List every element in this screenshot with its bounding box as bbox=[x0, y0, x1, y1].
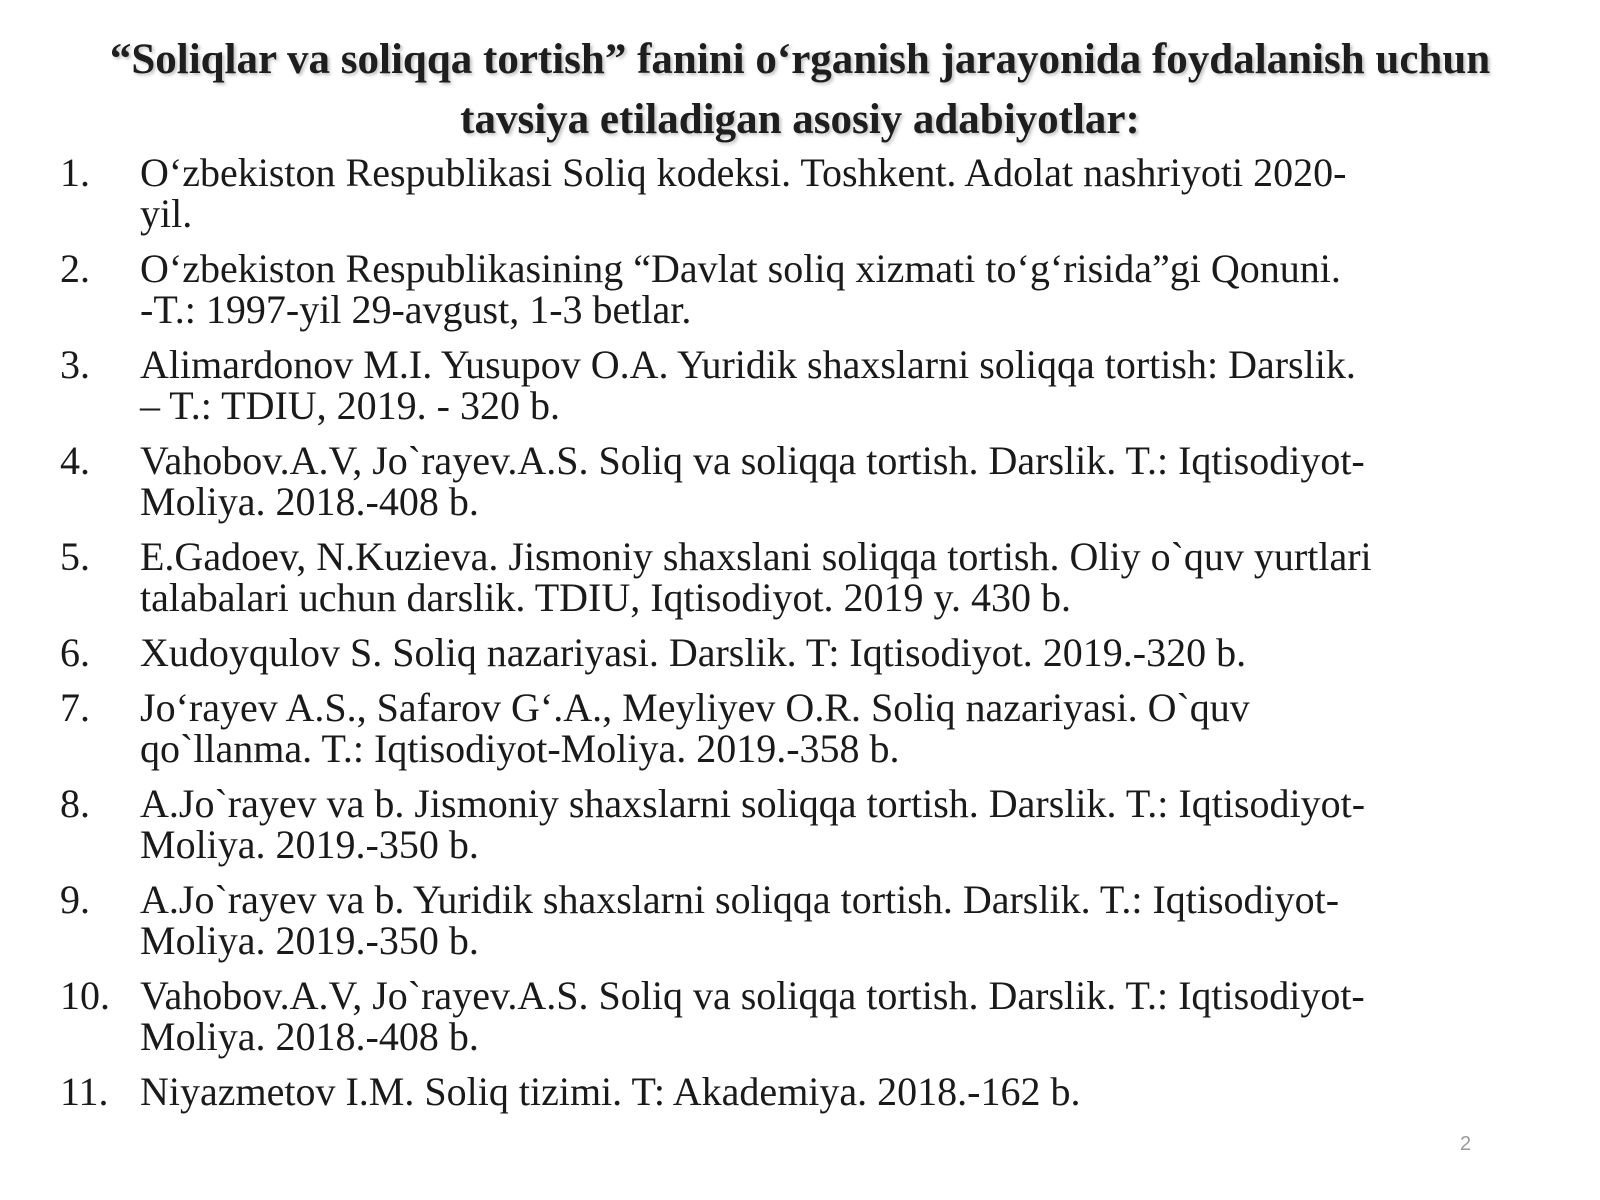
reference-line: Moliya. 2018.-408 b. bbox=[140, 1014, 479, 1059]
reference-line: Moliya. 2018.-408 b. bbox=[140, 479, 479, 524]
reference-number: 5. bbox=[60, 534, 90, 579]
reference-number: 10. bbox=[60, 973, 110, 1018]
reference-line: O‘zbekiston Respublikasining “Davlat soliq xizmati to‘g‘risida”gi Qonuni. bbox=[140, 246, 1341, 291]
reference-line: Moliya. 2019.-350 b. bbox=[140, 918, 479, 963]
reference-item-5 bbox=[60, 536, 1560, 618]
reference-number: 8. bbox=[60, 781, 90, 826]
reference-line: -T.: 1997-yil 29-avgust, 1-3 betlar. bbox=[140, 287, 692, 332]
reference-item-9 bbox=[60, 879, 1560, 961]
reference-line: Niyazmetov I.M. Soliq tizimi. T: Akademiya. 2018.-162 b. bbox=[140, 1069, 1081, 1114]
page-number: 2 bbox=[1460, 1133, 1472, 1155]
reference-item-1 bbox=[60, 152, 1560, 234]
reference-item-7 bbox=[60, 687, 1560, 769]
reference-item-8 bbox=[60, 783, 1560, 865]
reference-list bbox=[60, 152, 1560, 1126]
reference-line: qo`llanma. T.: Iqtisodiyot-Moliya. 2019.-358 b. bbox=[140, 726, 900, 771]
reference-text bbox=[140, 632, 1560, 673]
reference-line: Vahobov.A.V, Jo`rayev.A.S. Soliq va soliqqa tortish. Darslik. T.: Iqtisodiyot- bbox=[140, 438, 1365, 483]
reference-text bbox=[140, 248, 1560, 330]
reference-text bbox=[140, 687, 1560, 769]
reference-item-11 bbox=[60, 1071, 1560, 1112]
reference-number: 9. bbox=[60, 877, 90, 922]
reference-item-4 bbox=[60, 440, 1560, 522]
reference-line: – T.: TDIU, 2019. - 320 b. bbox=[140, 383, 560, 428]
slide-title bbox=[0, 30, 1600, 150]
reference-line: E.Gadoev, N.Kuzieva. Jismoniy shaxslani soliqqa tortish. Oliy o`quv yurtlari bbox=[140, 534, 1372, 579]
reference-line: yil. bbox=[140, 191, 193, 236]
slide-title-line-2: tavsiya etiladigan asosiy adabiyotlar: bbox=[460, 96, 1140, 143]
reference-number: 7. bbox=[60, 685, 90, 730]
reference-text bbox=[140, 975, 1560, 1057]
reference-number: 1. bbox=[60, 150, 90, 195]
slide-title-line-1: “Soliqlar va soliqqa tortish” fanini o‘rganish jarayonida foydalanish uchun bbox=[109, 36, 1491, 83]
reference-line: O‘zbekiston Respublikasi Soliq kodeksi. Toshkent. Adolat nashriyoti 2020- bbox=[140, 150, 1347, 195]
reference-text bbox=[140, 536, 1560, 618]
reference-line: Vahobov.A.V, Jo`rayev.A.S. Soliq va soliqqa tortish. Darslik. T.: Iqtisodiyot- bbox=[140, 973, 1365, 1018]
reference-item-10 bbox=[60, 975, 1560, 1057]
reference-line: Xudoyqulov S. Soliq nazariyasi. Darslik. T: Iqtisodiyot. 2019.-320 b. bbox=[140, 630, 1247, 675]
reference-text bbox=[140, 783, 1560, 865]
reference-text bbox=[140, 152, 1560, 234]
reference-line: Alimardonov M.I. Yusupov O.A. Yuridik shaxslarni soliqqa tortish: Darslik. bbox=[140, 342, 1356, 387]
reference-line: talabalari uchun darslik. TDIU, Iqtisodiyot. 2019 y. 430 b. bbox=[140, 575, 1071, 620]
reference-number: 2. bbox=[60, 246, 90, 291]
reference-number: 4. bbox=[60, 438, 90, 483]
reference-item-2 bbox=[60, 248, 1560, 330]
reference-item-6 bbox=[60, 632, 1560, 673]
reference-text bbox=[140, 440, 1560, 522]
reference-line: Jo‘rayev A.S., Safarov G‘.A., Meyliyev O.R. Soliq nazariyasi. O`quv bbox=[140, 685, 1250, 730]
reference-line: A.Jo`rayev va b. Yuridik shaxslarni soliqqa tortish. Darslik. T.: Iqtisodiyot- bbox=[140, 877, 1340, 922]
reference-line: Moliya. 2019.-350 b. bbox=[140, 822, 479, 867]
reference-text bbox=[140, 879, 1560, 961]
reference-number: 6. bbox=[60, 630, 90, 675]
reference-line: A.Jo`rayev va b. Jismoniy shaxslarni soliqqa tortish. Darslik. T.: Iqtisodiyot- bbox=[140, 781, 1366, 826]
reference-text bbox=[140, 344, 1560, 426]
reference-number: 11. bbox=[60, 1069, 109, 1114]
reference-text bbox=[140, 1071, 1560, 1112]
reference-number: 3. bbox=[60, 342, 90, 387]
reference-item-3 bbox=[60, 344, 1560, 426]
